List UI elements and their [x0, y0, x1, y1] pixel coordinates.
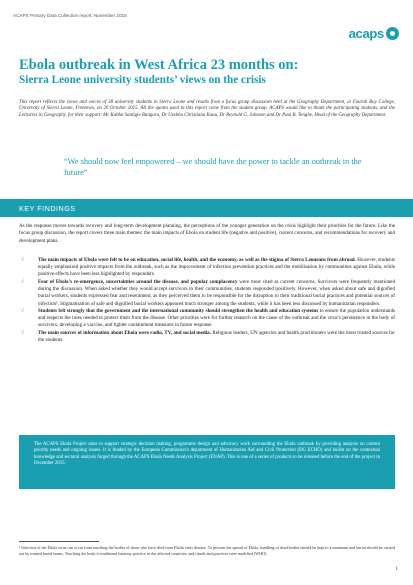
page-number: 1 [395, 567, 398, 572]
finding-item [19, 279, 395, 308]
finding-text: Religious leaders, UN agencies and health practitioners were the most trusted sources for the students. [38, 329, 395, 344]
page-title: Ebola outbreak in West Africa 23 months on: [19, 57, 299, 73]
project-info-box [19, 435, 395, 489]
acaps-logo [349, 26, 399, 41]
intro-paragraph: This report reflects the views and voices of 38 university students in Sierra Leone and results from a focus group discussion held at the Geography Department, at Fourah Bay College, University of Sierra Leone, Freetown, on 20 October 2015. All the quotes used in this report come from the student group. ACAPS would like to thank the participating students, and the Lecturers in Geography, for their support: Mr Kabba Santigie Bangura, Dr Uzebba Christiana Kanu, Dr Reynold G. Johnson and Dr Paul B. Tengbe, Head of the Geography Department. [19, 100, 395, 118]
page-subtitle: Sierra Leone university students’ views on the crisis [19, 74, 266, 86]
pull-quote: “We should now feel empowered – we should have the power to tackle an outbreak in the future” [64, 157, 362, 177]
info-box-text: The ACAPS Ebola Project aims to support strategic decision making, programme design and advocacy work surrounding the Ebola outbreak by providing analysis on current priority needs and ongoing issues. It is funded by the European Commission’s department of Humanitarian Aid and Civil Protection (DG ECHO) and builds on the contextual knowledge and sectoral analysis forged through the ACAPS Ebola Needs Analysis Project (ENAP). This is one of a series of products to be released before the end of the project in December 2015. [34, 442, 380, 467]
finding-bold: The main impacts of Ebola were felt to be on education, social life, health, and the economy, as well as the stigma of Sierra Leoneans from abroad. [38, 257, 356, 263]
finding-bold: Fear of Ebola’s re-emergence, uncertainties around the disease, and popular complacency [38, 278, 238, 285]
findings-list [19, 257, 395, 345]
section-title: KEY FINDINGS [19, 204, 76, 213]
finding-bold: Students felt strongly that the government and the international community should strengthen the health and education systems [38, 308, 319, 315]
footnote: ¹ Infection of the Ebola virus can occur from touching the bodies of those who have died from Ebola virus disease. To prevent the spread of Ebola, handling of dead bodies should be kept to a minimum and burial should be carried out by trained burial teams. Touching the body is traditional funerary practice in the affected countries, and rituals and practices were modified (WHO). [19, 545, 395, 556]
check-icon: √ [21, 257, 25, 263]
logo-icon [386, 27, 399, 40]
logo-text: acaps [348, 26, 384, 41]
finding-bold: The main sources of information about Ebola were radio, TV, and social media. [38, 329, 211, 336]
finding-text: to ensure the population understands and respects the rules needed to protect them from the disease. Other priorities were for further research on the cause of the outbreak and the virus’s persistence in the body of survivors, developing a vaccine, and tighter containment measures in future response. [38, 308, 396, 329]
footnote-divider [19, 541, 99, 542]
finding-item [19, 330, 395, 344]
check-icon: √ [21, 329, 25, 336]
check-icon: √ [21, 308, 25, 315]
lead-paragraph: As the response moves towards recovery and long-term development planning, the perceptions of the younger generation on the crisis highlight their priorities for the future. Like the focus group discussion, the report covers three main themes: the main impacts of Ebola on student life (negative and positive), current concerns, and recommendations for recovery and development plans. [19, 223, 395, 244]
report-header-strip: ACAPS Primary Data Collection report: November 2015 [13, 13, 127, 18]
finding-item [19, 257, 395, 279]
key-findings-header [0, 199, 413, 217]
check-icon: √ [21, 278, 25, 285]
finding-text: were most cited as current concerns. Survivors were frequently mentioned during the discussion. When asked whether they would accept survivors in their communities, students responded positively. However, when asked about safe and dignified burial workers, students expressed fear and resentment, as they perceived them to be responsible for the disruption to their traditional burial practices and potential sources of infection¹. Stigmatisation of safe and dignified burial workers appeared much stronger among the students, while it has been less discussed by humanitarian responders. [38, 278, 395, 307]
finding-text: However, students equally emphasised positive impacts from the outbreak, such as the improvement of infection prevention practices and the mobilisation by communities against Ebola, while positive effects have been less highlighted by responders. [38, 257, 395, 278]
finding-item [19, 308, 395, 330]
